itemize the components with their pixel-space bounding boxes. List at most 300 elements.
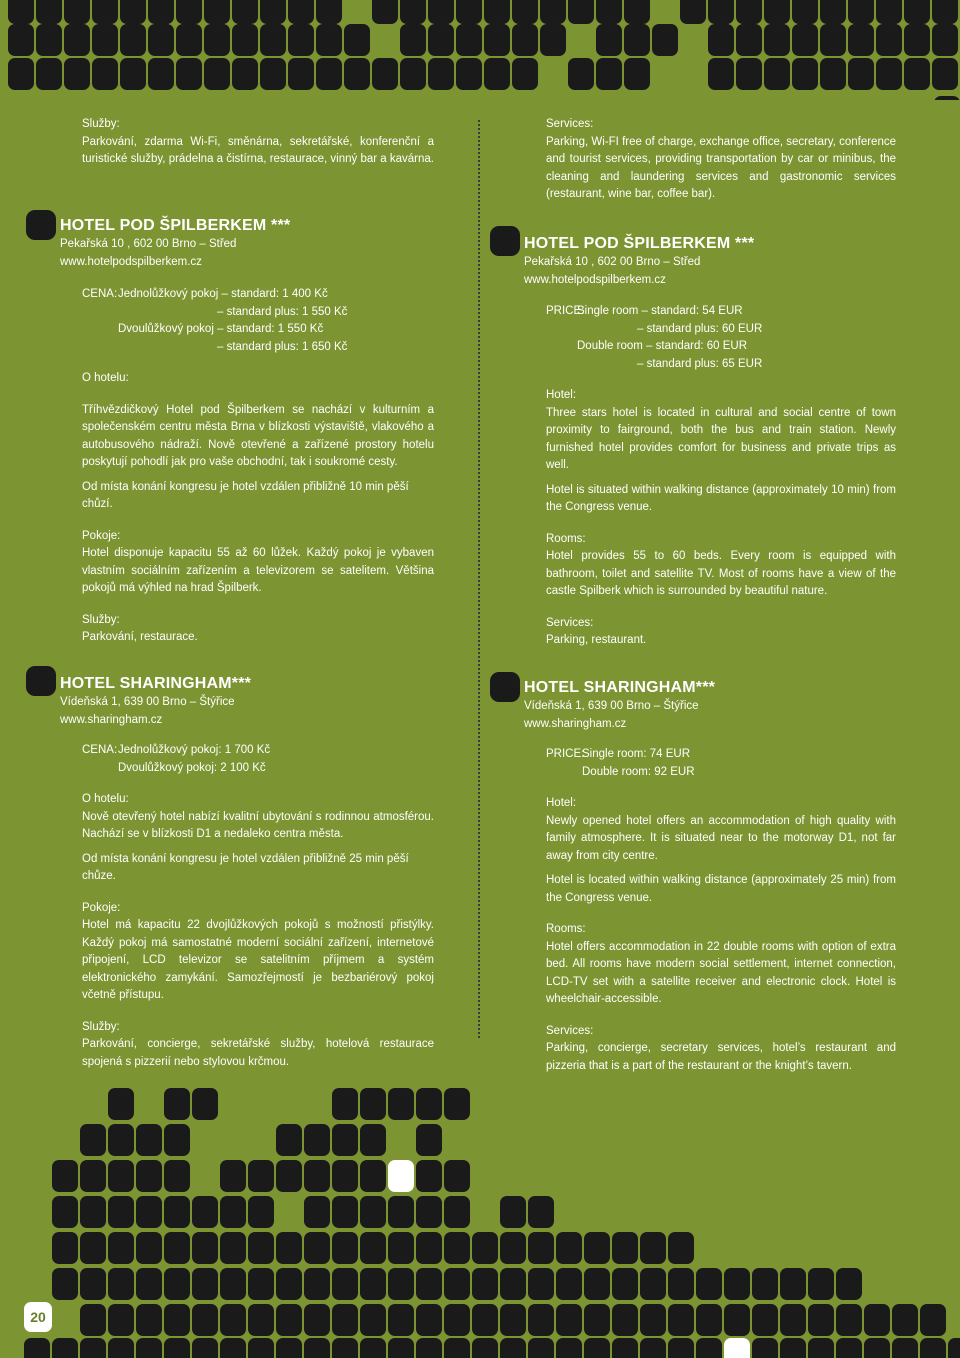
decorative-tile (724, 1268, 750, 1300)
cz-spilberk-price: Dvoulůžkový pokoj – standard: 1 550 Kč (118, 323, 324, 335)
decorative-tile (332, 1124, 358, 1156)
decorative-tile (36, 0, 62, 24)
en-sharingham-services: Parking, concierge, secretary services, hotel’s restaurant and pizzeria that is a part of the restaurant or the knight’s tavern. (546, 1042, 896, 1072)
en-sharingham-services-label: Services: (546, 1024, 594, 1037)
decorative-tile (624, 0, 650, 24)
cz-sharingham-price-label: CENA: (82, 744, 118, 756)
decorative-tile (612, 1232, 638, 1264)
decorative-tile (360, 1196, 386, 1228)
decorative-tile (164, 1338, 190, 1358)
decorative-tile (820, 24, 846, 56)
decorative-tile (304, 1304, 330, 1336)
decorative-tile (192, 1232, 218, 1264)
decorative-tile (360, 1268, 386, 1300)
decorative-tile (528, 1268, 554, 1300)
decorative-tile (372, 0, 398, 24)
decorative-tile (696, 1268, 722, 1300)
decorative-tile (192, 1196, 218, 1228)
decorative-tile (864, 1338, 890, 1358)
decorative-tile (584, 1268, 610, 1300)
en-spilberk-distance: Hotel is situated within walking distance (approximately 10 min) from the Congress venue. (546, 483, 896, 513)
decorative-tile (64, 58, 90, 90)
decorative-tile (934, 96, 960, 100)
decorative-tile (388, 1088, 414, 1120)
decorative-tile (304, 1268, 330, 1300)
decorative-tile (500, 1268, 526, 1300)
decorative-tile (428, 24, 454, 56)
decorative-tile (836, 1338, 862, 1358)
decorative-tile (752, 1338, 778, 1358)
decorative-tile (472, 1232, 498, 1264)
decorative-tile (92, 58, 118, 90)
decorative-tile (904, 24, 930, 56)
cz-spilberk-body (82, 286, 434, 647)
decorative-tile (220, 1232, 246, 1264)
decorative-tile (52, 1338, 78, 1358)
decorative-tile (400, 0, 426, 24)
en-spilberk-price: – standard plus: 65 EUR (637, 357, 763, 370)
en-top-services-text: Parking, Wi-FI free of charge, exchange office, secretary, conference and tourist services, providing transportation by car or minibus, the cleaning and laundering services and gastronomic services (restaurant, wine bar, coffee bar). (546, 135, 896, 200)
decorative-tile (164, 1124, 190, 1156)
decorative-tile (876, 24, 902, 56)
decorative-tile (836, 1268, 862, 1300)
decorative-tile (332, 1232, 358, 1264)
decorative-tile (696, 1338, 722, 1358)
en-sharingham-distance: Hotel is located within walking distance (approximately 25 min) from the Congress venue. (546, 874, 896, 904)
decorative-tile (920, 1304, 946, 1336)
decorative-tile (120, 24, 146, 56)
cz-sharingham-price: Jednolůžkový pokoj: 1 700 Kč (118, 744, 271, 756)
decorative-tile (584, 1232, 610, 1264)
en-spilberk-header (524, 234, 904, 289)
decorative-tile (204, 58, 230, 90)
cz-spilberk-distance: Od místa konání kongresu je hotel vzdálen přibližně 10 min pěší chůzí. (82, 480, 409, 510)
en-sharingham-web[interactable]: www.sharingham.cz (524, 717, 627, 730)
decorative-tile (204, 0, 230, 24)
cz-spilberk-services: Parkování, restaurace. (82, 631, 198, 643)
decorative-tile (876, 58, 902, 90)
decorative-tile (556, 1268, 582, 1300)
decorative-tile (108, 1338, 134, 1358)
cz-sharingham-web[interactable]: www.sharingham.cz (60, 713, 163, 726)
en-sharingham-price: Single room: 74 EUR (582, 748, 691, 760)
decorative-tile (52, 1160, 78, 1192)
decorative-tile (260, 0, 286, 24)
cz-sharingham-distance: Od místa konání kongresu je hotel vzdálen přibližně 25 min pěší chůze. (82, 852, 409, 882)
decorative-tile (484, 58, 510, 90)
decorative-tile (204, 24, 230, 56)
decorative-tile (80, 1124, 106, 1156)
decorative-tile (752, 1304, 778, 1336)
cz-sharingham-address: Vídeňská 1, 639 00 Brno – Štýřice (60, 696, 235, 708)
decorative-tile (792, 58, 818, 90)
decorative-tile (400, 24, 426, 56)
en-sharingham-header (524, 678, 904, 733)
decorative-tile (344, 24, 370, 56)
decorative-tile (780, 1268, 806, 1300)
decorative-tile (612, 1268, 638, 1300)
decorative-tile (932, 0, 958, 24)
decorative-tile (360, 1088, 386, 1120)
decorative-tile (724, 1304, 750, 1336)
decorative-tile (876, 0, 902, 24)
decorative-tile (120, 0, 146, 24)
decorative-tile (136, 1304, 162, 1336)
decorative-tile (164, 1196, 190, 1228)
en-sharingham-rooms-label: Rooms: (546, 923, 586, 935)
en-spilberk-body (546, 303, 896, 650)
cz-spilberk-about-label: O hotelu: (82, 372, 129, 384)
decorative-tile (708, 0, 734, 24)
decorative-tile (220, 1160, 246, 1192)
decorative-tile (512, 58, 538, 90)
decorative-tile (136, 1338, 162, 1358)
decorative-tile (444, 1232, 470, 1264)
decorative-tile (708, 24, 734, 56)
section-marker-cz-sharingham (26, 666, 56, 696)
decorative-tile (192, 1338, 218, 1358)
decorative-tile (556, 1338, 582, 1358)
decorative-tile (332, 1196, 358, 1228)
decorative-tile (108, 1124, 134, 1156)
decorative-tile (540, 24, 566, 56)
cz-sharingham-about: Nově otevřený hotel nabízí kvalitní ubytování s rodinnou atmosférou. Nachází se v blízkosti D1 a nedaleko centra města. (82, 810, 434, 840)
decorative-tile (892, 1304, 918, 1336)
decorative-tile (108, 1304, 134, 1336)
decorative-tile (332, 1304, 358, 1336)
decorative-tile (428, 0, 454, 24)
decorative-tile (388, 1232, 414, 1264)
decorative-tile (820, 58, 846, 90)
decorative-tile (164, 1160, 190, 1192)
decorative-tile (528, 1338, 554, 1358)
decorative-tile (500, 1338, 526, 1358)
decorative-tile (80, 1160, 106, 1192)
decorative-tile (388, 1268, 414, 1300)
decorative-tile (708, 58, 734, 90)
decorative-tile (736, 24, 762, 56)
cz-spilberk-price: Jednolůžkový pokoj – standard: 1 400 Kč (118, 288, 328, 300)
en-spilberk-about: Three stars hotel is located in cultural and social centre of town proximity to fairground, both the bus and train station. Newly furnished hotel provides comfort for business and private trips as well. (546, 406, 896, 471)
decorative-tile (108, 1232, 134, 1264)
decorative-tile (248, 1196, 274, 1228)
decorative-tile (932, 24, 958, 56)
decorative-tile (848, 0, 874, 24)
decorative-tile-pattern-top (0, 0, 960, 100)
decorative-tile (164, 1232, 190, 1264)
en-spilberk-price: Double room – standard: 60 EUR (577, 340, 748, 352)
decorative-tile (108, 1088, 134, 1120)
decorative-tile (680, 0, 706, 24)
cz-spilberk-address: Pekařská 10 , 602 00 Brno – Střed (60, 238, 237, 250)
decorative-tile (276, 1338, 302, 1358)
decorative-tile (176, 24, 202, 56)
decorative-tile (8, 58, 34, 90)
en-spilberk-services-label: Services: (546, 616, 594, 629)
cz-spilberk-header (60, 216, 440, 271)
decorative-tile (472, 1304, 498, 1336)
decorative-tile (556, 1304, 582, 1336)
decorative-tile (808, 1268, 834, 1300)
cz-sharingham-about-label: O hotelu: (82, 793, 129, 805)
decorative-tile (136, 1268, 162, 1300)
decorative-tile (288, 24, 314, 56)
en-spilberk-rooms-label: Rooms: (546, 532, 586, 545)
en-sharingham-price: Double room: 92 EUR (582, 765, 695, 778)
decorative-tile (724, 1338, 750, 1358)
cz-top-services-text: Parkování, zdarma Wi-Fi, směnárna, sekretářské, konferenční a turistické služby, prádelna a čistírna, restaurace, vinný bar a kavárna. (82, 135, 434, 165)
decorative-tile (416, 1124, 442, 1156)
decorative-tile (164, 1268, 190, 1300)
decorative-tile (584, 1304, 610, 1336)
decorative-tile (388, 1304, 414, 1336)
decorative-tile (512, 24, 538, 56)
cz-sharingham-services: Parkování, concierge, sekretářské služby, hotelová restaurace spojená s pizzerií nebo stylovou krčmou. (82, 1038, 434, 1068)
decorative-tile (904, 0, 930, 24)
decorative-tile (192, 1268, 218, 1300)
decorative-tile (360, 1338, 386, 1358)
decorative-tile (652, 24, 678, 56)
decorative-tile (80, 1196, 106, 1228)
decorative-tile (344, 58, 370, 90)
decorative-tile (792, 0, 818, 24)
decorative-tile (500, 1304, 526, 1336)
cz-sharingham-title: HOTEL SHARINGHAM*** (60, 675, 252, 692)
decorative-tile (568, 0, 594, 24)
decorative-tile (148, 0, 174, 24)
decorative-tile (220, 1338, 246, 1358)
decorative-tile (288, 58, 314, 90)
decorative-tile (780, 1338, 806, 1358)
decorative-tile (388, 1196, 414, 1228)
decorative-tile (780, 1304, 806, 1336)
decorative-tile (568, 58, 594, 90)
decorative-tile (232, 58, 258, 90)
decorative-tile (136, 1124, 162, 1156)
decorative-tile (52, 1268, 78, 1300)
decorative-tile (416, 1268, 442, 1300)
decorative-tile (108, 1196, 134, 1228)
decorative-tile (528, 1304, 554, 1336)
decorative-tile (276, 1304, 302, 1336)
decorative-tile (456, 24, 482, 56)
cz-sharingham-body (82, 742, 434, 1071)
cz-sharingham-rooms-label: Pokoje: (82, 901, 121, 914)
decorative-tile (220, 1304, 246, 1336)
en-sharingham-about: Newly opened hotel offers an accommodation of high quality with family atmosphere. It is situated near to the motorway D1, not far away from city centre. (546, 814, 896, 862)
decorative-tile (220, 1268, 246, 1300)
cz-top-services (82, 116, 434, 169)
decorative-tile (416, 1160, 442, 1192)
decorative-tile (456, 58, 482, 90)
page-number: 20 (24, 1302, 52, 1332)
decorative-tile (472, 1268, 498, 1300)
decorative-tile (36, 58, 62, 90)
decorative-tile (668, 1338, 694, 1358)
decorative-tile (624, 58, 650, 90)
en-spilberk-web[interactable]: www.hotelpodspilberkem.cz (524, 273, 666, 286)
decorative-tile (52, 1232, 78, 1264)
decorative-tile (624, 24, 650, 56)
cz-spilberk-web[interactable]: www.hotelpodspilberkem.cz (60, 255, 202, 268)
decorative-tile (92, 0, 118, 24)
decorative-tile (556, 1232, 582, 1264)
decorative-tile (640, 1232, 666, 1264)
cz-sharingham-header (60, 674, 440, 729)
decorative-tile (668, 1268, 694, 1300)
en-spilberk-title: HOTEL POD ŠPILBERKEM *** (524, 235, 755, 252)
decorative-tile (596, 24, 622, 56)
decorative-tile (416, 1196, 442, 1228)
decorative-tile (192, 1088, 218, 1120)
en-spilberk-price: – standard plus: 60 EUR (637, 322, 763, 335)
cz-sharingham-services-label: Služby: (82, 1020, 120, 1033)
decorative-tile (64, 0, 90, 24)
en-spilberk-services: Parking, restaurant. (546, 634, 647, 646)
decorative-tile (360, 1232, 386, 1264)
decorative-tile (528, 1196, 554, 1228)
decorative-tile (304, 1232, 330, 1264)
decorative-tile (612, 1304, 638, 1336)
decorative-tile (752, 1268, 778, 1300)
decorative-tile (260, 58, 286, 90)
decorative-tile (456, 0, 482, 24)
decorative-tile (276, 1268, 302, 1300)
cz-spilberk-price: – standard plus: 1 650 Kč (217, 340, 348, 353)
decorative-tile (444, 1304, 470, 1336)
decorative-tile (276, 1160, 302, 1192)
decorative-tile (444, 1160, 470, 1192)
cz-spilberk-about: Tříhvězdičkový Hotel pod Špilberkem se nachází v kulturním a společenském centru města Brna v blízkosti výstaviště, vlakového a autobusového nádraží. Nově otevřené a zařízené prostory hotelu poskytují pohodlí jak pro vaše obchodní, tak i soukromé cesty. (82, 403, 434, 468)
decorative-tile (736, 0, 762, 24)
en-spilberk-rooms: Hotel provides 55 to 60 beds. Every room is equipped with bathroom, toilet and satellite TV. Most of rooms have a view of the castle Spilberk which is surrounded by beautiful nature. (546, 550, 896, 597)
decorative-tile (8, 24, 34, 56)
decorative-tile (8, 0, 34, 24)
decorative-tile (248, 1268, 274, 1300)
en-spilberk-address: Pekařská 10 , 602 00 Brno – Střed (524, 256, 701, 268)
decorative-tile (288, 0, 314, 24)
en-sharingham-body (546, 746, 896, 1075)
decorative-tile (500, 1232, 526, 1264)
en-sharingham-rooms: Hotel offers accommodation in 22 double rooms with option of extra bed. All rooms have modern social settlement, internet connection, LCD-TV set with a satellite receiver and electronic clock. Hotel is wheelchair-accessible. (546, 940, 896, 1005)
decorative-tile (108, 1268, 134, 1300)
decorative-tile (164, 1088, 190, 1120)
column-divider (478, 120, 480, 1038)
decorative-tile (80, 1268, 106, 1300)
decorative-tile (176, 58, 202, 90)
decorative-tile (444, 1088, 470, 1120)
decorative-tile (904, 58, 930, 90)
decorative-tile (108, 1160, 134, 1192)
cz-spilberk-title: HOTEL POD ŠPILBERKEM *** (60, 217, 291, 234)
en-spilberk-price-label: PRICE: (546, 305, 585, 317)
decorative-tile (484, 0, 510, 24)
decorative-tile (836, 1304, 862, 1336)
decorative-tile (360, 1160, 386, 1192)
decorative-tile (500, 1196, 526, 1228)
decorative-tile (304, 1124, 330, 1156)
decorative-tile (24, 1338, 50, 1358)
en-top-services-label: Services: (546, 118, 594, 130)
decorative-tile (360, 1124, 386, 1156)
decorative-tile (736, 58, 762, 90)
decorative-tile (400, 58, 426, 90)
decorative-tile (304, 1160, 330, 1192)
decorative-tile (444, 1268, 470, 1300)
decorative-tile (164, 1304, 190, 1336)
decorative-tile (640, 1338, 666, 1358)
section-marker-cz-spilberk (26, 210, 56, 240)
decorative-tile (148, 58, 174, 90)
decorative-tile (176, 0, 202, 24)
cz-sharingham-rooms: Hotel má kapacitu 22 dvojlůžkových pokojů s možností přistýlky. Každý pokoj má samostatné moderní sociální zařízení, internetové připojení, LCD televizor se satelitním příjmem a systém elektronického zamykání. Samozřejmostí je bezbariérový pokoj včetně přístupu. (82, 919, 434, 1001)
decorative-tile (136, 1160, 162, 1192)
decorative-tile (848, 24, 874, 56)
decorative-tile (80, 1232, 106, 1264)
decorative-tile (640, 1304, 666, 1336)
decorative-tile (416, 1232, 442, 1264)
decorative-tile (332, 1160, 358, 1192)
decorative-tile (528, 1232, 554, 1264)
decorative-tile (248, 1160, 274, 1192)
decorative-tile (388, 1338, 414, 1358)
decorative-tile (540, 0, 566, 24)
decorative-tile (472, 1338, 498, 1358)
decorative-tile (276, 1124, 302, 1156)
en-sharingham-address: Vídeňská 1, 639 00 Brno – Štýřice (524, 700, 699, 712)
decorative-tile (332, 1088, 358, 1120)
decorative-tile (372, 58, 398, 90)
decorative-tile (304, 1196, 330, 1228)
decorative-tile (192, 1304, 218, 1336)
decorative-tile (316, 58, 342, 90)
cz-top-services-label: Služby: (82, 118, 120, 130)
decorative-tile (316, 24, 342, 56)
en-top-services (546, 116, 896, 204)
section-marker-en-spilberk (490, 226, 520, 256)
decorative-tile (764, 58, 790, 90)
cz-spilberk-rooms-label: Pokoje: (82, 529, 121, 542)
decorative-tile (920, 1338, 946, 1358)
decorative-tile (220, 1196, 246, 1228)
decorative-tile (248, 1304, 274, 1336)
decorative-tile (820, 0, 846, 24)
decorative-tile (92, 24, 118, 56)
decorative-tile (52, 1196, 78, 1228)
decorative-tile (416, 1338, 442, 1358)
decorative-tile (596, 0, 622, 24)
decorative-tile (484, 24, 510, 56)
decorative-tile (864, 1304, 890, 1336)
cz-spilberk-services-label: Služby: (82, 613, 120, 626)
decorative-tile (668, 1304, 694, 1336)
decorative-tile (232, 24, 258, 56)
decorative-tile (416, 1088, 442, 1120)
decorative-tile (668, 1232, 694, 1264)
decorative-tile (64, 24, 90, 56)
decorative-tile (148, 24, 174, 56)
decorative-tile (136, 1232, 162, 1264)
decorative-tile (332, 1268, 358, 1300)
decorative-tile (848, 58, 874, 90)
decorative-tile (792, 24, 818, 56)
en-sharingham-price-label: PRICE: (546, 748, 585, 760)
decorative-tile (612, 1338, 638, 1358)
decorative-tile (444, 1196, 470, 1228)
decorative-tile (764, 0, 790, 24)
decorative-tile (316, 0, 342, 24)
decorative-tile (932, 58, 958, 90)
